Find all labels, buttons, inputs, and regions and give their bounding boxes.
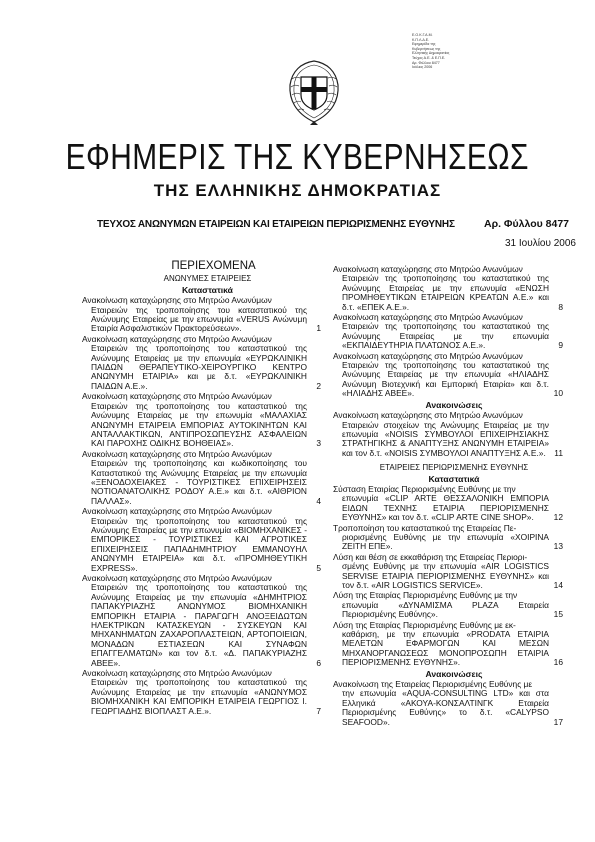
entry-text: την επωνυμία «AQUA-CONSULTING LTD» και στα Ελληνικά «ΑΚΟΥΑ-ΚΟΝΣΑΛΤΙΝΓΚ Εταιρεία Περιορισμένης Ευθύνης» το δ.τ. «CALYPSO SEAFOOD». — [342, 688, 549, 727]
contents-entry — [333, 524, 563, 552]
entry-page-number: 17 — [553, 716, 563, 727]
entry-page-number: 5 — [316, 562, 321, 573]
entry-first-line: Ανακοίνωση καταχώρησης στο Μητρώο Ανωνύμων — [82, 391, 272, 402]
contents-entry — [82, 335, 321, 391]
entry-first-line: Ανακοίνωση καταχώρησης στο Μητρώο Ανωνύμων — [82, 506, 272, 517]
entry-text: Εταιρειών της τροποποίησης του καταστατικού της Ανώνυμης Εταιρείας με την επωνυμία «ΑΝΩΝΥΜΟΣ ΒΙΟΜΗΧΑΝΙΚΗ ΚΑΙ ΕΜΠΟΡΙΚΗ ΕΤΑΙΡΕΙΑ ΓΕΩΡΓΙΟΣ Ι. ΓΕΩΡΓΙΑΔΗΣ ΒΙΟΠΛΑΣΤ Α.Ε.». — [91, 677, 307, 716]
entry-first-line: Ανακοίνωση καταχώρησης στο Μητρώο Ανωνύμων — [82, 448, 272, 459]
contents-entry — [333, 352, 563, 399]
entry-page-number: 6 — [316, 657, 321, 668]
contents-entry — [82, 296, 321, 334]
entry-text: Εταιρειών στοιχείων της Ανώνυμης Εταιρείας με την επωνυμία «NOISIS ΣΥΜΒΟΥΛΟΙ ΕΠΙΧΕΙΡΗΣΙΑΚΗΣ ΣΤΡΑΤΗΓΙΚΗΣ & ΑΝΑΠΤΥΞΗΣ ΑΝΩΝΥΜΗ ΕΤΑΙΡΕΙΑ» και τον δ.τ. «NOISIS ΣΥΜΒΟΥΛΟΙ ΑΝΑΠΤΥΞΗΣ Α.Ε.». — [342, 419, 549, 458]
category-heading-announcements-ltd: Ανακοινώσεις — [425, 668, 483, 679]
announcement-entry — [333, 411, 563, 458]
entry-first-line: Λύση της Εταιρίας Περιορισμένης Ευθύνης με την — [333, 590, 518, 601]
entry-text: Εταιρειών της τροποποίησης του καταστατικού της Ανώνυμης Εταιρείας με την επωνυμία «ΜΑΛΑΧΙΑΣ ΑΝΩΝΥΜΗ ΕΤΑΙΡΕΙΑ ΕΜΠΟΡΙΑΣ ΑΥΤΟΚΙΝΗΤΩΝ ΚΑΙ ΑΝΤΑΛΛΑΚΤΙΚΩΝ, ΑΝΤΙΠΡΟΣΩΠΕΥΣΗΣ ΑΣΦΑΛΕΙΩΝ ΚΑΙ ΠΑΡΟΧΗΣ ΟΔΙΚΗΣ ΒΟΗΘΕΙΑΣ». — [91, 400, 307, 449]
entry-text: επωνυμία «CLIP ARTE ΘΕΣΣΑΛΟΝΙΚΗ ΕΜΠΟΡΙΑ ΕΙΔΩΝ ΤΕΧΝΗΣ ΕΤΑΙΡΙΑ ΠΕΡΙΟΡΙΣΜΕΝΗΣ ΕΥΘΥΝΗΣ» και τον δ.τ. «CLIP ARTE CINE SHOP». — [342, 493, 549, 523]
entry-text: Εταιρειών της τροποποίησης του καταστατικού της Ανώνυμης Εταιρείας με την επωνυμία «ΕΝΩΣΗ ΠΡΟΜΗΘΕΥΤΙΚΩΝ ΕΤΑΙΡΕΙΩΝ ΚΡΕΑΤΩΝ Α.Ε.» και δ.τ. «ΕΠΕΚ Α.Ε.». — [342, 273, 549, 312]
entry-page-number: 10 — [553, 388, 563, 399]
entry-first-line: Ανακοίνωση καταχώρησης στο Μητρώο Ανωνύμων — [333, 350, 523, 361]
contents-entry — [333, 265, 563, 312]
entry-first-line: Σύσταση Εταιρίας Περιορισμένης Ευθύνης με την — [333, 483, 516, 494]
entry-page-number: 16 — [553, 657, 563, 668]
gazette-title: ΕΦΗΜΕΡΙΣ ΤΗΣ ΚΥΒΕΡΝΗΣΕΩΣ — [65, 136, 529, 177]
contents-list-right-sa — [333, 265, 563, 399]
announcement-list-ltd — [333, 680, 563, 727]
contents-entry — [82, 450, 321, 506]
entry-page-number: 4 — [316, 495, 321, 506]
entry-text: σμένης Ευθύνης με την επωνυμία «AIR LOGISTICS SERVISE ΕΤΑΙΡΙΑ ΠΕΡΙΟΡΙΣΜΕΝΗΣ ΕΥΘΥΝΗΣ» και τον δ.τ. «AIR LOGISTICS SERVICE». — [342, 561, 549, 590]
category-heading-announcements: Ανακοινώσεις — [425, 399, 483, 410]
entry-text: ριορισμένης Ευθύνης με την επωνυμία «ΧΟΙΡΙΝΑ ΖΕΙΤΗ ΕΠΕ». — [342, 531, 549, 552]
announcement-list-sa — [333, 411, 563, 458]
entry-text: Εταιρειών της τροποποίησης του καταστατικού της Ανώνυμης Εταιρείας με την επωνυμία «ΗΛΙΑΔΗΣ Ανώνυμη Βιοτεχνική και Εμπορική Εταιρία» και δ.τ. «ΗΛΙΑΔΗΣ ΑΒΕΕ». — [342, 360, 549, 399]
entry-first-line: Ανακοίνωση καταχώρησης στο Μητρώο Ανωνύμων — [82, 668, 272, 679]
entry-first-line: Ανακοίνωση της Εταιρείας Περιορισμένης Ευθύνης με — [333, 679, 533, 690]
entry-page-number: 1 — [316, 323, 321, 334]
contents-entry — [82, 392, 321, 448]
contents-entry — [82, 507, 321, 573]
contents-entry — [333, 621, 563, 668]
contents-list-left — [82, 296, 321, 716]
entry-first-line: Ανακοίνωση καταχώρησης στο Μητρώο Ανωνύμων — [82, 573, 272, 583]
entry-text: Εταιρειών της τροποποίησης του καταστατικού της Ανώνυμης Εταιρείας με την επωνυμία «ΒΙΟΜΗΧΑΝΙΚΕΣ - ΕΜΠΟΡΙΚΕΣ - ΤΟΥΡΙΣΤΙΚΕΣ ΚΑΙ ΑΓΡΟΤΙΚΕΣ ΕΠΙΧΕΙΡΗΣΕΙΣ ΠΑΠΑΔΗΜΗΤΡΙΟΥ ΕΜΜΑΝΟΥΗΛ ΑΝΩΝΥΜΗ ΕΤΑΙΡΕΙΑ» και δ.τ. «ΠΡΟΜΗΘΕΥΤΙΚΗ EXPRESS». — [91, 515, 307, 573]
entry-first-line: Ανακοίνωση καταχώρησης στο Μητρώο Ανωνύμων — [82, 333, 272, 344]
entry-page-number: 3 — [316, 438, 321, 449]
entry-page-number: 15 — [553, 609, 563, 620]
contents-entry — [82, 574, 321, 668]
contents-entry — [333, 313, 563, 351]
entry-page-number: 13 — [553, 541, 563, 552]
contents-entry — [333, 553, 563, 591]
entry-text: Εταιρειών της τροποποίησης του καταστατικού της Ανώνυμης Εταιρείας με την επωνυμία «ΕΥΡΩΚΛΙΝΙΚΗ ΠΑΙΔΩΝ ΘΕΡΑΠΕΥΤΙΚΟ-ΧΕΙΡΟΥΡΓΙΚΟ ΚΕΝΤΡΟ ΑΝΩΝΥΜΗ ΕΤΑΙΡΙΑ» και με δ.τ. «ΕΥΡΩΚΛΙΝΙΚΗ ΠΑΙΔΩΝ Α.Ε.». — [91, 343, 307, 391]
entry-page-number: 12 — [553, 512, 563, 523]
entry-page-number: 7 — [316, 705, 321, 716]
entry-first-line: Ανακοίνωση καταχώρησης στο Μητρώο Ανωνύμων — [333, 312, 523, 323]
entry-text: Εταιρειών της τροποποίησης του καταστατικού της Ανώνυμης Εταιρείας με την επωνυμία «ΔΗΜΗΤΡΙΟΣ ΠΑΠΑΚΥΡΙΑΖΗΣ ΑΝΩΝΥΜΟΣ ΒΙΟΜΗΧΑΝΙΚΗ ΕΜΠΟΡΙΚΗ ΕΤΑΙΡΙΑ - ΠΑΡΑΓΩΓΗ ΑΝΟΞΕΙΔΩΤΩΝ ΗΛΕΚΤΡΙΚΩΝ ΚΑΤΑΣΚΕΥΩΝ - ΣΥΣΚΕΥΩΝ ΚΑΙ ΜΗΧΑΝΗΜΑΤΩΝ ΖΑΧΑΡΟΠΛΑΣΤΕΙΩΝ, ΑΡΤΟΠΟΙΕΙΩΝ, ΜΟΝΑΔΩΝ ΕΣΤΙΑΣΕΩΝ ΚΑΙ ΣΥΝΑΦΩΝ ΕΠΑΓΓΕΛΜΑΤΩΝ» και τον δ.τ. «Δ. ΠΑΠΑΚΥΡΙΑΖΗΣ ΑΒΕΕ». — [91, 582, 307, 668]
entry-page-number: 8 — [558, 301, 563, 312]
contents-list-right-ltd — [333, 485, 563, 668]
issue-type: ΤΕΥΧΟΣ ΑΝΩΝΥΜΩΝ ΕΤΑΙΡΕΙΩΝ ΚΑΙ ΕΤΑΙΡΕΙΩΝ ΠΕΡΙΩΡΙΣΜΕΝΗΣ ΕΥΘΥΝΗΣ — [97, 219, 455, 230]
sheet-number: Αρ. Φύλλου 8477 — [484, 218, 569, 230]
entry-text: καθάριση, με την επωνυμία «PRODATA ΕΤΑΙΡΙΑ ΜΕΛΕΤΩΝ ΕΦΑΡΜΟΓΩΝ ΚΑΙ ΜΕΣΩΝ ΜΗΧΑΝΟΡΓΑΝΩΣΕΩΣ ΜΟΝΟΠΡΟΣΩΠΗ ΕΤΑΙΡΙΑ ΠΕΡΙΟΡΙΣΜΕΝΗΣ ΕΥΘΥΝΗΣ». — [342, 629, 549, 668]
contents-entry — [82, 669, 321, 716]
issue-date: 31 Ιουλίου 2006 — [505, 238, 576, 249]
entry-text: Εταιρειών της τροποποίησης του καταστατικού της Ανώνυμης Εταιρείας με την επωνυμία «ΕΚΠΑΙΔΕΥΤΗΡΙΑ ΠΛΑΤΩΝΟΣ Α.Ε.». — [342, 321, 549, 351]
entry-first-line: Τροποποίηση του καταστατικού της Εταιρείας Πε- — [333, 522, 517, 533]
margin-note: Ε.Ο.Κ.Γ.Α.Μ. Κ.Π.Λ.Δ.Ε. Εφημερίδα της Κυβερνήσεως της Ελληνικής Δημοκρατίας Τεύχος Α.Ε. & Ε.Π.Ε. Αρ. Φύλλου 8477 Ιούλιος 2006 — [412, 33, 450, 70]
entry-page-number: 2 — [316, 380, 321, 391]
contents-right-column — [333, 265, 563, 728]
entry-text: Εταιρειών της τροποποίησης του καταστατικού της Ανώνυμης Εταιρείας με την επωνυμία «VERUS Ανώνυμη Εταιρία Ασφαλιστικών Πρακτορεύσεων». — [91, 304, 307, 334]
section-heading-ltd: ΕΤΑΙΡΕΙΕΣ ΠΕΡΙΩΡΙΣΜΕΝΗΣ ΕΥΘΥΝΗΣ — [379, 463, 529, 473]
contents-entry — [333, 591, 563, 619]
contents-entry — [333, 485, 563, 523]
entry-first-line: Ανακοίνωση καταχώρησης στο Μητρώο Ανωνύμων — [333, 264, 523, 274]
entry-first-line: Λύση και θέση σε εκκαθάριση της Εταιρείας Περιορι- — [333, 551, 528, 562]
entry-page-number: 14 — [553, 580, 563, 590]
category-heading-registrations-ltd: Καταστατικά — [428, 473, 480, 484]
section-heading-sa: ΑΝΩΝΥΜΕΣ ΕΤΑΙΡΕΙΕΣ — [163, 274, 252, 284]
entry-page-number: 11 — [554, 447, 563, 458]
entry-text: Εταιρειών της τροποποίησης και κωδικοποίησης του Καταστατικού της Ανώνυμης Εταιρείας με την επωνυμία «ΞΕΝΟΔΟΧΕΙΑΚΕΣ - ΤΟΥΡΙΣΤΙΚΕΣ ΕΠΙΧΕΙΡΗΣΕΙΣ ΝΟΤΙΟΑΝΑΤΟΛΙΚΗΣ ΡΟΔΟΥ Α.Ε.» και δ.τ. «ΑΙΘΡΙΟΝ ΠΑΛΛΑΣ». — [91, 458, 307, 506]
contents-left-column — [82, 262, 321, 717]
greek-coat-of-arms-emblem — [283, 55, 345, 127]
announcement-entry — [333, 680, 563, 727]
entry-page-number: 9 — [558, 340, 563, 351]
entry-first-line: Ανακοίνωση καταχώρησης στο Μητρώο Ανωνύμων — [82, 295, 272, 306]
entry-first-line: Ανακοίνωση καταχώρησης στο Μητρώο Ανωνύμων — [333, 410, 523, 421]
gazette-subtitle: ΤΗΣ ΕΛΛΗΝΙΚΗΣ ΔΗΜΟΚΡΑΤΙΑΣ — [153, 181, 442, 200]
contents-heading: ΠΕΡΙΕΧΟΜΕΝΑ — [171, 260, 256, 272]
entry-text: επωνυμία «ΔΥΝΑΜΙΣΜΑ PLAZA Εταιρεία Περιορισμένης Ευθύνης». — [342, 599, 549, 620]
entry-first-line: Λύση της Εταιρίας Περιορισμένης Ευθύνης με εκ- — [333, 619, 516, 630]
category-heading-registrations: Καταστατικά — [182, 284, 233, 295]
